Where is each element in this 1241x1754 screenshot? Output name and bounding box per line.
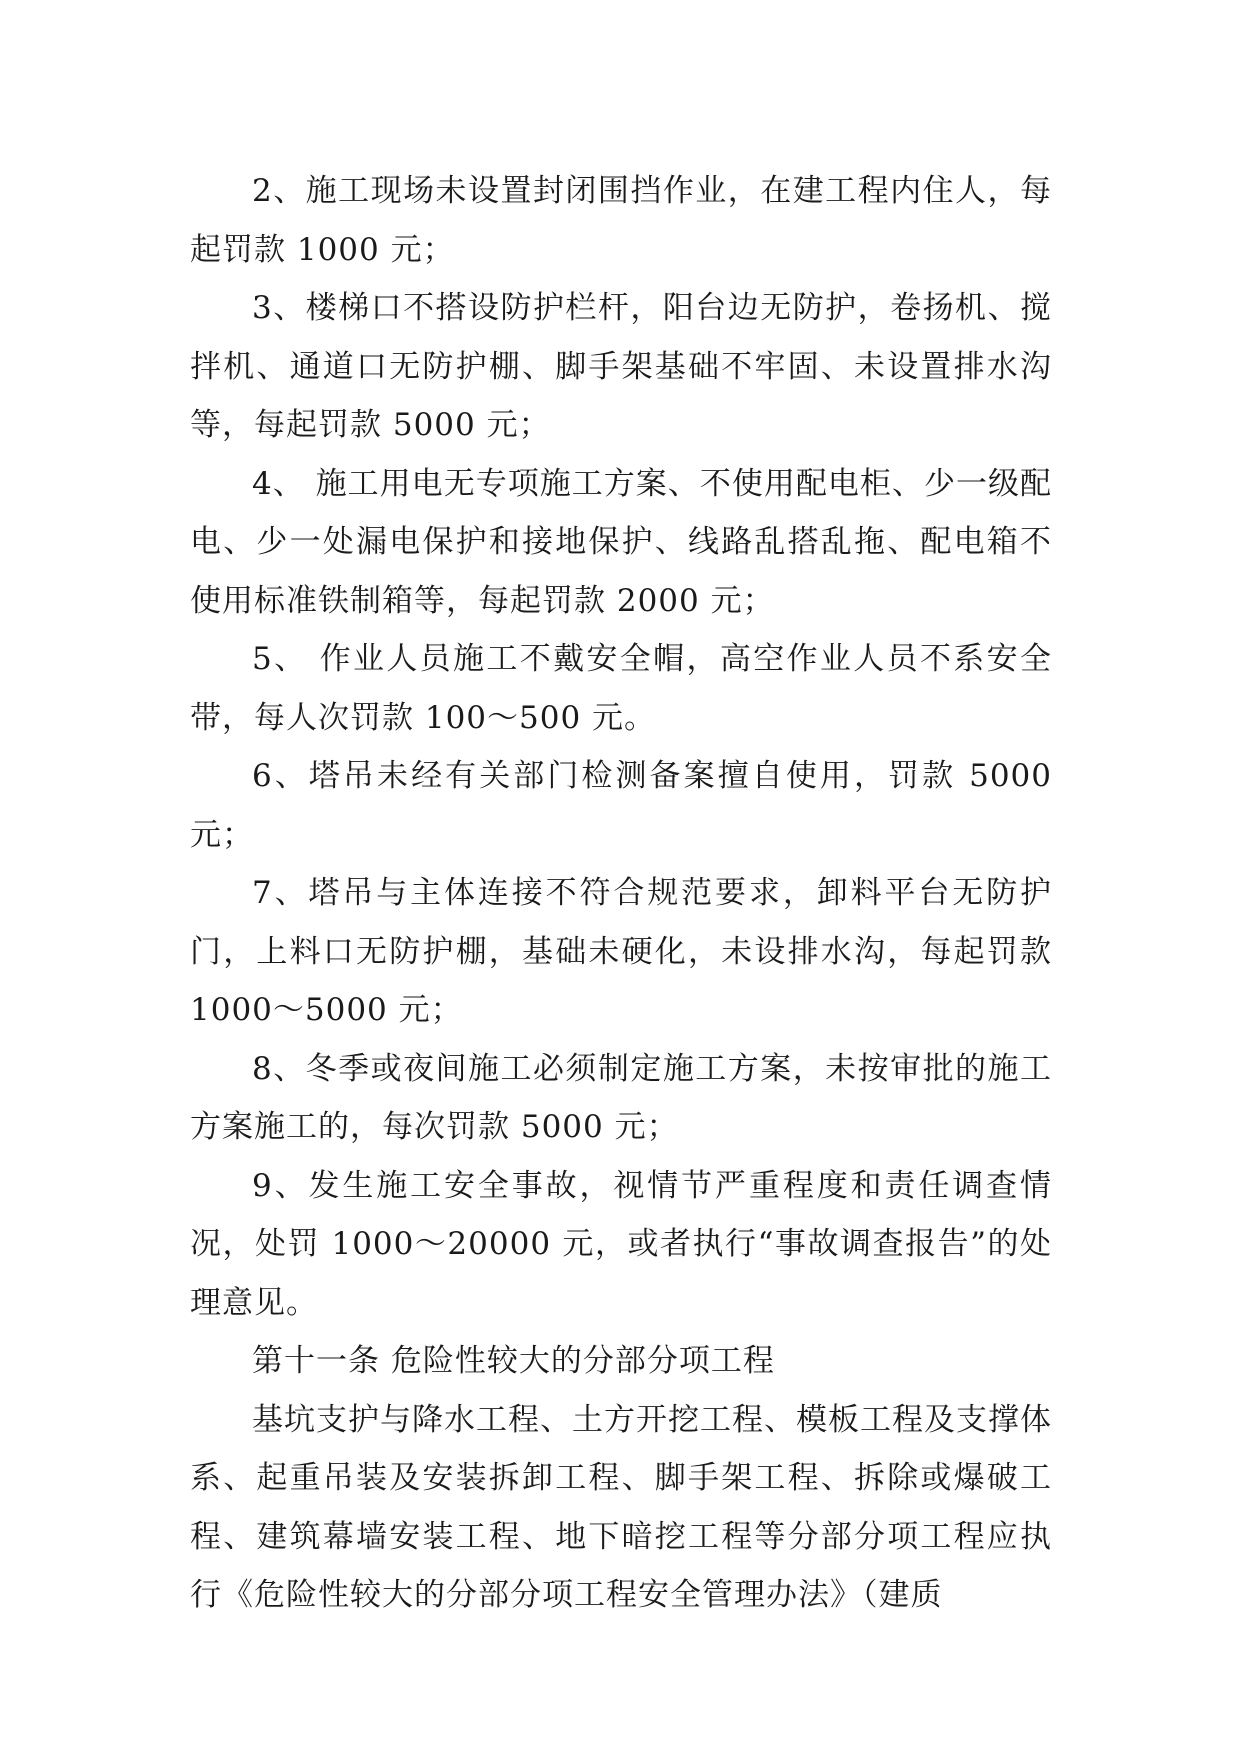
paragraph-item-9: 9、发生施工安全事故，视情节严重程度和责任调查情况，处罚 1000～20000 元，或者执行“事故调查报告”的处理意见。 bbox=[190, 1167, 1052, 1321]
paragraph-item-5: 5、 作业人员施工不戴安全帽，高空作业人员不系安全带，每人次罚款 100～500 元。 bbox=[190, 641, 1052, 736]
paragraph-item-4: 4、 施工用电无专项施工方案、不使用配电柜、少一级配电、少一处漏电保护和接地保护、线路乱搭乱拖、配电箱不使用标准铁制箱等，每起罚款 2000 元； bbox=[190, 465, 1052, 619]
article-body-paragraph: 基坑支护与降水工程、土方开挖工程、模板工程及支撑体系、起重吊装及安装拆卸工程、脚手架工程、拆除或爆破工程、建筑幕墙安装工程、地下暗挖工程等分部分项工程应执行《危险性较大的分部分项工程安全管理办法》（建质 bbox=[190, 1401, 1052, 1613]
paragraph-item-7: 7、塔吊与主体连接不符合规范要求，卸料平台无防护门，上料口无防护棚，基础未硬化，未设排水沟，每起罚款 1000～5000 元； bbox=[190, 875, 1052, 1028]
article-heading: 第十一条 危险性较大的分部分项工程 bbox=[252, 1343, 775, 1379]
document-body bbox=[190, 162, 1052, 1625]
paragraph-item-2: 2、施工现场未设置封闭围挡作业，在建工程内住人，每起罚款 1000 元； bbox=[190, 173, 1052, 268]
paragraph-item-8: 8、冬季或夜间施工必须制定施工方案，未按审批的施工方案施工的，每次罚款 5000 元； bbox=[190, 1050, 1052, 1145]
paragraph-item-3: 3、楼梯口不搭设防护栏杆，阳台边无防护，卷扬机、搅拌机、通道口无防护棚、脚手架基础不牢固、未设置排水沟等，每起罚款 5000 元； bbox=[190, 290, 1052, 443]
paragraph-item-6: 6、塔吊未经有关部门检测备案擅自使用，罚款 5000 元； bbox=[190, 758, 1052, 853]
